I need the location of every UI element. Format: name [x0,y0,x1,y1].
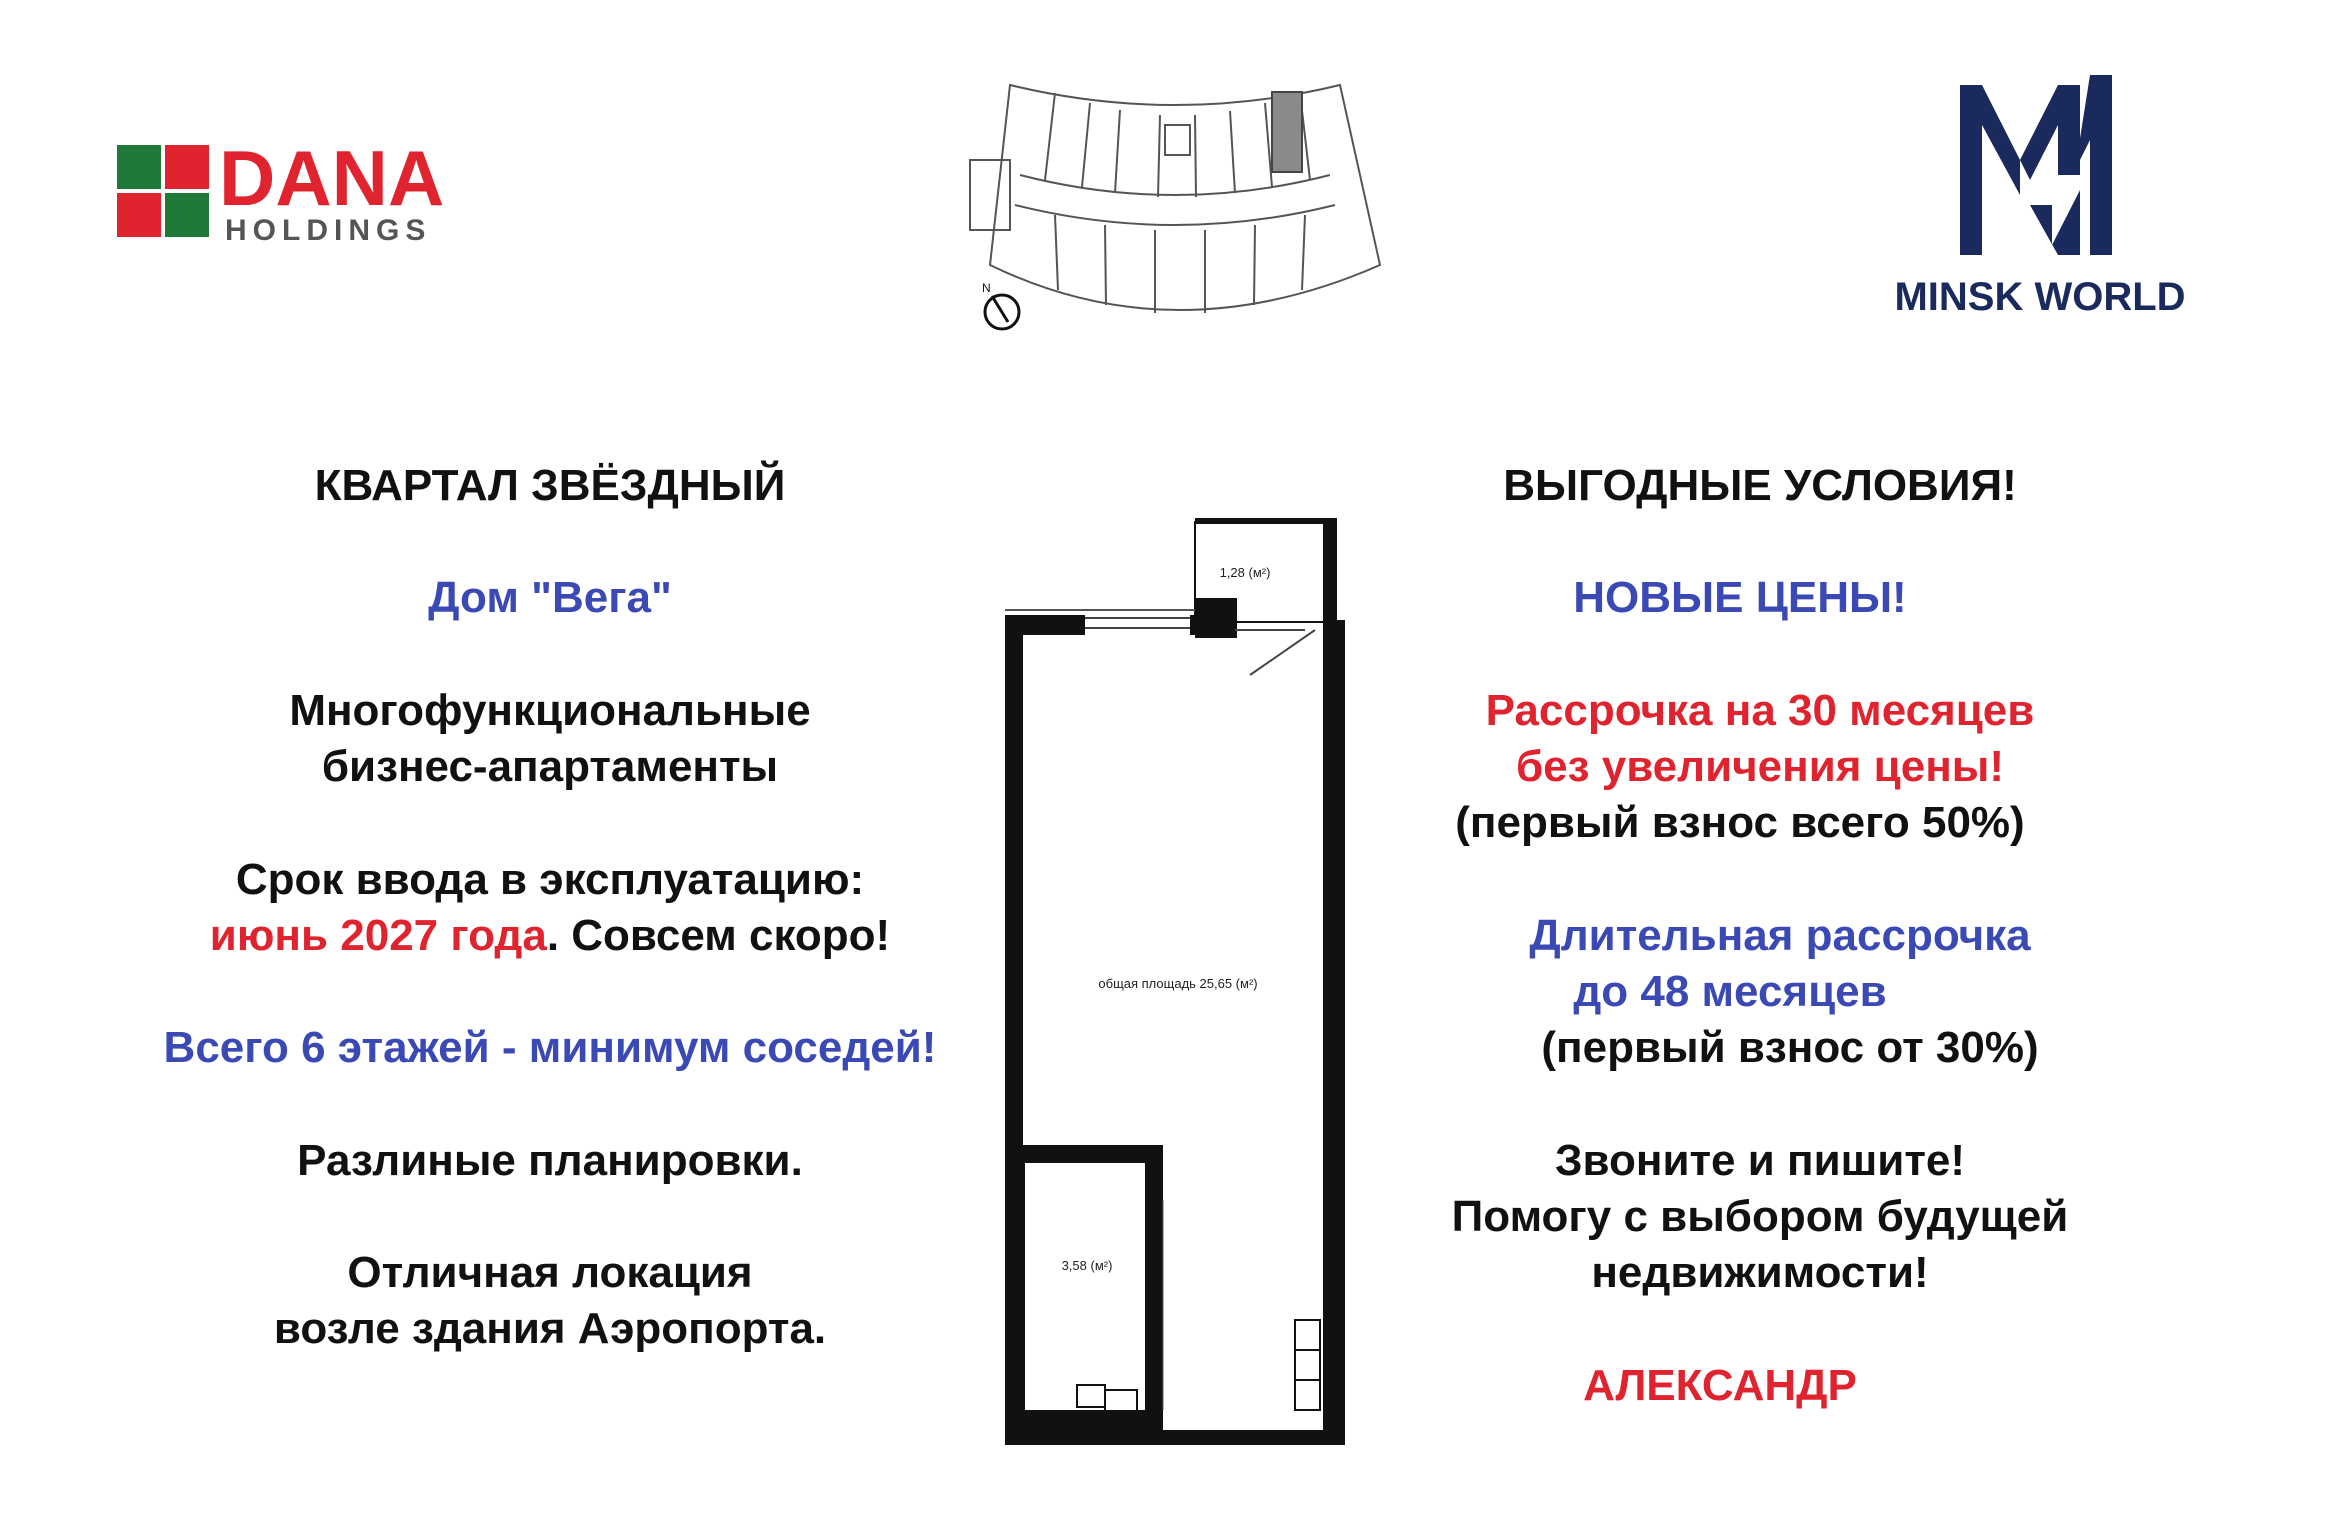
location-line1: Отличная локация [347,1248,753,1297]
compass-north-label: N [982,281,991,295]
deadline-line1: Срок ввода в эксплуатацию: [235,855,865,904]
contact-line2: Помогу с выбором будущей [1451,1192,2069,1241]
installment-note: (первый взнос всего 50%) [1455,798,2025,847]
deadline-date: июнь 2027 года [209,911,547,960]
location-line2: возле здания Аэропорта. [273,1304,827,1353]
agent-name: АЛЕКСАНДР [1583,1361,1857,1410]
apartment-type-line1: Многофункциональные [289,686,811,735]
right-column [1380,0,2140,1526]
installment-line2: без увеличения цены! [1515,742,2005,791]
deadline-line2 [100,908,1000,964]
long-installment-line1: Длительная рассрочка [1529,911,2031,960]
floors-text: Всего 6 этажей - минимум соседей! [163,1023,937,1072]
left-column [100,0,1000,1526]
balcony-area-label: 1,28 (м²) [1219,565,1271,580]
right-title: ВЫГОДНЫЕ УСЛОВИЯ! [1503,461,2017,510]
layouts-text: Разлиные планировки. [297,1136,803,1185]
apartment-type-line2: бизнес-апартаменты [321,742,779,791]
dana-logo-sub-text: HOLDINGS [225,214,432,247]
contact-line1: Звоните и пишите! [1554,1136,1966,1185]
installment-line1: Рассрочка на 30 месяцев [1485,686,2035,735]
contact-line3: недвижимости! [1591,1248,1929,1297]
long-installment-line2: до 48 месяцев [1573,967,1887,1016]
house-name: Дом "Вега" [428,573,672,622]
deadline-rest: . Совсем скоро! [546,911,891,960]
bath-area-label: 3,58 (м²) [1061,1258,1113,1273]
minsk-world-logo-text: MINSK WORLD [1894,275,2186,319]
left-title: КВАРТАЛ ЗВЁЗДНЫЙ [314,461,786,510]
long-installment-note: (первый взнос от 30%) [1541,1023,2039,1072]
new-prices: НОВЫЕ ЦЕНЫ! [1573,573,1907,622]
total-area-label: общая площадь 25,65 (м²) [1098,976,1258,991]
dana-logo-main-text: DANA [219,140,445,222]
